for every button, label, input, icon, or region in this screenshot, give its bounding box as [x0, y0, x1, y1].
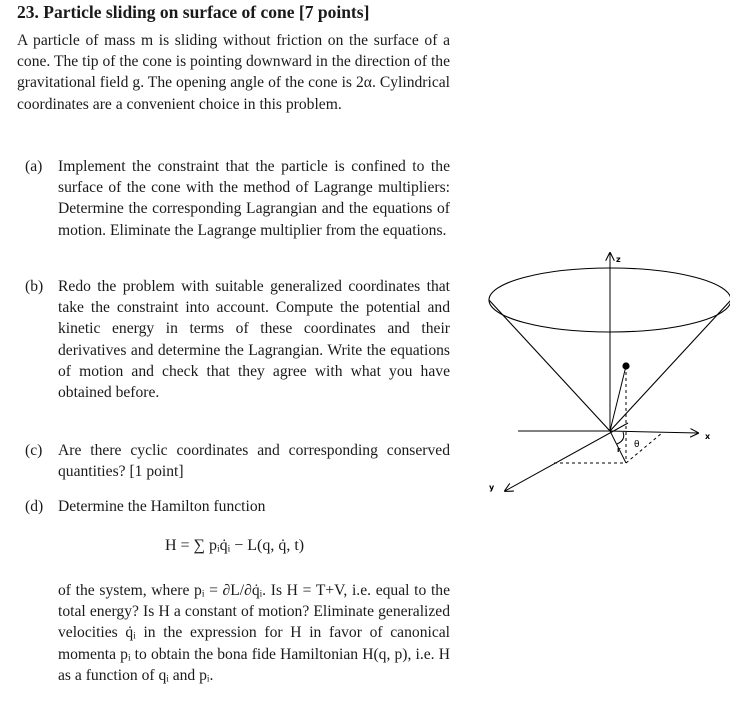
part-b-label: (b)	[25, 278, 44, 295]
y-axis	[505, 423, 628, 491]
cone-diagram	[460, 240, 730, 500]
theta-label: θ	[634, 440, 640, 450]
part-d	[25, 496, 450, 517]
part-a-label: (a)	[25, 158, 43, 175]
hamiltonian-equation: H = ∑ pᵢq̇ᵢ − L(q, q̇, t)	[165, 537, 305, 554]
y-axis-label: y	[489, 483, 495, 492]
part-c-text: Are there cyclic coordinates and corresponding conserved quantities? [1 point]	[58, 442, 450, 481]
z-axis-label: z	[616, 255, 621, 264]
part-b-text: Redo the problem with suitable generalized coordinates that take the constraint into account. Compute the potential and kinetic energy in terms of these coordinates and their derivatives and determine the Lagrangian. Write the equations of motion and check that they agree with what you have obtained before.	[58, 278, 450, 402]
part-d-text: Determine the Hamilton function	[58, 498, 266, 515]
part-a	[25, 156, 450, 241]
x-axis-label: x	[705, 432, 711, 441]
problem-title: 23. Particle sliding on surface of cone [7 points]	[17, 2, 370, 22]
theta-arc	[617, 432, 624, 444]
part-c-label: (c)	[25, 442, 43, 459]
r-label: r	[617, 446, 621, 454]
dashed-back	[626, 433, 662, 463]
part-c	[25, 440, 450, 482]
cone-left-side	[489, 300, 610, 431]
part-d-continuation: of the system, where pᵢ = ∂L/∂q̇ᵢ. Is H = T+V, i.e. equal to the total energy? Is H a constant of motion? Eliminate generalized velocities q̇ᵢ in the expression for H in favor of canonical momenta pᵢ to obtain the bona fide Hamiltonian H(q, p), i.e. H as a function of qᵢ and pᵢ.	[58, 582, 450, 684]
part-a-text: Implement the constraint that the particle is confined to the surface of the cone with the method of Lagrange multipliers: Determine the corresponding Lagrangian and the equations of motion. Eliminate the Lagrange multiplier from the equations.	[58, 158, 450, 239]
part-d-label: (d)	[25, 498, 44, 515]
radius-line	[610, 366, 626, 431]
part-b	[25, 276, 450, 403]
problem-intro: A particle of mass m is sliding without friction on the surface of a cone. The tip of the cone is pointing downward in the direction of the gravitational field g. The opening angle of the cone is 2α. Cylindrical coordinates are a convenient choice in this problem.	[17, 32, 450, 113]
particle	[622, 362, 629, 369]
